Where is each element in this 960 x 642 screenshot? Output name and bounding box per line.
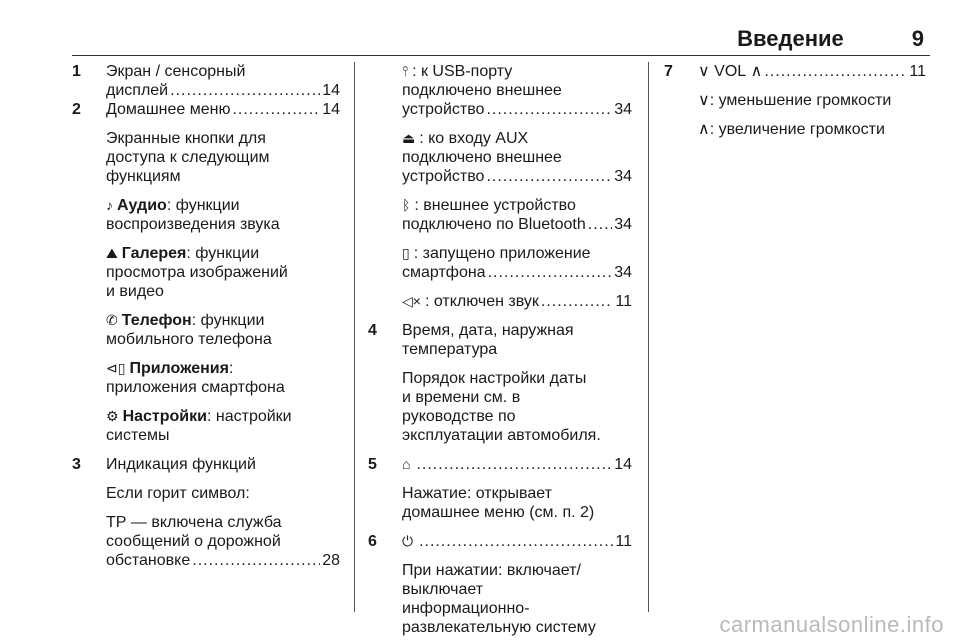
text-line: Экранные кнопки для	[106, 130, 266, 147]
volume-up-symbol: ∧	[698, 121, 710, 138]
column-3	[664, 62, 926, 139]
entry-text: температура	[402, 341, 498, 358]
item-title: Настройки	[122, 408, 207, 425]
mute-icon: ◁×	[402, 293, 421, 309]
entry-2	[72, 100, 340, 445]
item-text: : к USB-порту	[412, 63, 513, 80]
smartphone-icon: ▯	[402, 245, 410, 261]
entry-text: : отключен звук	[424, 293, 539, 310]
page-title: Введение	[737, 26, 844, 51]
home-icon: ⌂	[402, 456, 411, 472]
text-line: информационно-	[402, 600, 530, 617]
gear-icon: ⚙	[106, 408, 119, 424]
item-title: Аудио	[117, 197, 167, 214]
page-ref: 14	[322, 82, 340, 99]
column-divider	[648, 62, 649, 612]
usb-icon: ⫯	[402, 63, 409, 79]
page-ref: 11	[615, 533, 632, 550]
toc-line	[106, 81, 340, 100]
entry-number: 4	[368, 322, 377, 339]
item-text: и видео	[106, 283, 164, 300]
item-text: приложения смартфона	[106, 379, 285, 396]
entry-text: обстановке	[106, 552, 191, 569]
watermark: carmanualsonline.info	[719, 612, 944, 637]
entry-text: Время, дата, наружная	[402, 322, 574, 339]
page-ref: 34	[614, 101, 632, 118]
page-ref: 11	[909, 63, 926, 80]
text-line: руководстве по	[402, 408, 516, 425]
text-line: Нажатие: открывает	[402, 485, 552, 502]
item-text: : функции	[186, 245, 260, 262]
item-text: подключено внешнее	[402, 149, 562, 166]
entry-text: VOL	[714, 63, 747, 80]
entry-number: 3	[72, 456, 81, 473]
text-line: При нажатии: включает/	[402, 562, 581, 579]
text-line: Порядок настройки даты	[402, 370, 587, 387]
entry-text: дисплей	[106, 82, 169, 99]
item-text: воспроизведения звука	[106, 216, 280, 233]
page-ref: 28	[322, 552, 340, 569]
column-divider	[354, 62, 355, 612]
page-ref: 34	[614, 264, 632, 281]
toc-line	[106, 551, 340, 570]
column-2	[368, 62, 632, 637]
apps-icon: ⊲▯	[106, 360, 126, 376]
aux-item	[368, 129, 632, 186]
item-text: мобильного телефона	[106, 331, 272, 348]
text-line: домашнее меню (см. п. 2)	[402, 504, 595, 521]
item-title: Приложения	[129, 360, 229, 377]
item-text: : функции	[191, 312, 265, 329]
toc-line	[698, 62, 926, 81]
entry-number: 7	[664, 63, 673, 80]
gallery-item	[106, 244, 340, 301]
gallery-icon: ⛰	[106, 245, 118, 261]
page-ref: 14	[614, 456, 632, 473]
aux-icon: ⏏	[402, 130, 416, 146]
entry-number: 5	[368, 456, 377, 473]
toc-line	[106, 100, 340, 119]
toc-line	[402, 167, 632, 186]
entry-number: 6	[368, 533, 377, 550]
text-line: функциям	[106, 168, 181, 185]
item-title: Телефон	[121, 312, 192, 329]
toc-line	[402, 215, 632, 234]
item-text: : функции	[166, 197, 240, 214]
entry-text: подключено по Bluetooth	[402, 216, 586, 233]
paragraph	[106, 513, 340, 570]
smartphone-app-item	[368, 244, 632, 282]
volume-down-symbol: ∨	[698, 92, 710, 109]
text-line: Если горит символ:	[106, 485, 250, 502]
text-line: развлекательную систему	[402, 619, 596, 636]
toc-line	[402, 292, 632, 311]
item-text: просмотра изображений	[106, 264, 288, 281]
power-icon: ⏻	[402, 533, 414, 549]
item-text: : настройки	[206, 408, 292, 425]
toc-line	[402, 100, 632, 119]
page-ref: 14	[322, 101, 340, 118]
paragraph	[402, 369, 632, 445]
entry-text: смартфона	[402, 264, 486, 281]
item-title: Галерея	[121, 245, 187, 262]
bluetooth-icon: ᛒ	[402, 197, 411, 213]
text-line: сообщений о дорожной	[106, 533, 281, 550]
page-header	[737, 26, 924, 52]
item-text: системы	[106, 427, 170, 444]
toc-line	[402, 263, 632, 282]
entry-text: Домашнее меню	[106, 101, 231, 118]
entry-text: Индикация функций	[106, 456, 256, 473]
entry-4	[368, 321, 632, 445]
toc-line	[402, 455, 632, 474]
entry-1	[72, 62, 340, 100]
page-ref: 34	[614, 216, 632, 233]
toc-line	[402, 532, 632, 551]
mute-item	[368, 292, 632, 311]
item-text: : увеличение громкости	[709, 121, 885, 138]
entry-text: Экран / сенсорный	[106, 63, 246, 80]
page-ref: 34	[614, 168, 632, 185]
item-text: : ко входу AUX	[419, 130, 529, 147]
page-ref: 11	[615, 293, 632, 310]
paragraph	[402, 484, 632, 522]
paragraph	[402, 561, 632, 637]
header-rule	[72, 55, 930, 56]
item-text: : внешнее устройство	[414, 197, 576, 214]
entry-7	[664, 62, 926, 139]
entry-3	[72, 455, 340, 570]
entry-text: устройство	[402, 101, 485, 118]
settings-item	[106, 407, 340, 445]
column-1	[72, 62, 340, 570]
entry-text: устройство	[402, 168, 485, 185]
apps-item	[106, 359, 340, 397]
text-line: эксплуатации автомобиля.	[402, 427, 601, 444]
phone-item	[106, 311, 340, 349]
volume-down-symbol: ∨	[698, 63, 710, 80]
page-number: 9	[911, 26, 924, 51]
text-line: ТР — включена служба	[106, 514, 282, 531]
text-line: выключает	[402, 581, 484, 598]
entry-6	[368, 532, 632, 637]
item-text: :	[228, 360, 234, 377]
usb-item	[368, 62, 632, 119]
phone-icon: ✆	[106, 312, 118, 328]
music-note-icon: ♪	[106, 197, 113, 213]
entry-number: 1	[72, 63, 81, 80]
item-text: подключено внешнее	[402, 82, 562, 99]
audio-item	[106, 196, 340, 234]
text-line: доступа к следующим	[106, 149, 270, 166]
item-text: : запущено приложение	[413, 245, 591, 262]
entry-number: 2	[72, 101, 81, 118]
text-line: и времени см. в	[402, 389, 521, 406]
bluetooth-item	[368, 196, 632, 234]
paragraph	[106, 129, 340, 186]
entry-5	[368, 455, 632, 522]
item-text: : уменьшение громкости	[709, 92, 892, 109]
volume-up-symbol: ∧	[750, 63, 763, 80]
